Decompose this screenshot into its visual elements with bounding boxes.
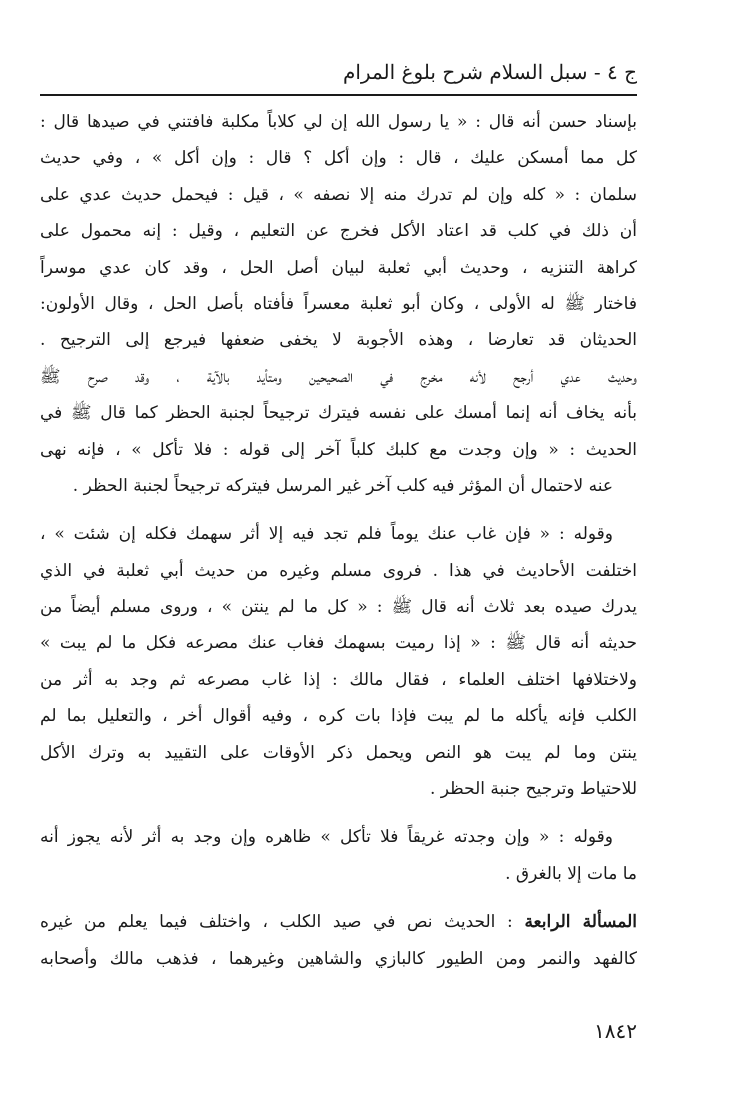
header-rule — [40, 94, 637, 96]
paragraph-gap — [40, 504, 637, 516]
paragraph-gap — [40, 807, 637, 819]
paragraph-2 — [40, 516, 637, 807]
paragraph-1 — [40, 104, 637, 504]
paragraph-3 — [40, 819, 637, 892]
text-line: الكلب فإنه يأكله ما لم يبت فإذا بات كره ، وفيه أقوال أخر ، والتعليل بما لم — [40, 706, 637, 727]
text-line: للاحتياط وترجيح جنبة الحظر . — [429, 779, 637, 800]
text-line: كل مما أمسكن عليك ، قال : وإن أكل ؟ قال : وإن أكل » ، وفي حديث — [40, 148, 637, 169]
text-line: كالفهد والنمر ومن الطيور كالبازي والشاهين وغيرهما ، فذهب مالك وأصحابه — [40, 948, 637, 969]
text-line: ولاختلافها اختلف العلماء ، فقال مالك : إذا غاب مصرعه ثم وجد به أثر من — [40, 669, 637, 690]
paragraph-4 — [40, 904, 637, 977]
page-number: ١٨٤٢ — [594, 1019, 637, 1043]
paragraph-gap — [40, 892, 637, 904]
text-line: اختلفت الأحاديث في هذا . فروى مسلم وغيره من حديث أبي ثعلبة في الذي — [40, 560, 637, 581]
text-segment: : الحديث نص في صيد الكلب ، واختلف فيما يعلم من غيره — [40, 912, 513, 933]
text-line: الحديث : « وإن وجدت مع كلبك كلباً آخر إلى قوله : فلا تأكل » ، فإنه نهى — [40, 439, 637, 460]
text-line: وقوله : « وإن وجدته غريقاً فلا تأكل » ظاهره وإن وجد به أثر لأنه يجوز أنه — [40, 827, 613, 848]
text-line: ما مات إلا بالغرق . — [505, 863, 637, 884]
text-line: حديثه أنه قال ﷺ : « إذا رميت بسهمك فغاب عنك مصرعه فكل ما لم يبت » — [40, 633, 637, 654]
section-heading: المسألة الرابعة — [524, 912, 637, 933]
text-line: أن ذلك في كلب قد اعتاد الأكل فخرج عن التعليم ، وقيل : إنه محمول على — [40, 221, 637, 242]
page-body — [40, 104, 637, 977]
text-line: كراهة التنزيه ، وحديث أبي ثعلبة لبيان أصل الحل ، وقد كان عدي موسراً — [40, 257, 637, 278]
running-title: ج ٤ - سبل السلام شرح بلوغ المرام — [342, 60, 637, 84]
text-line: سلمان : « كله وإن لم تدرك منه إلا نصفه » ، قيل : فيحمل حديث عدي على — [40, 184, 637, 205]
text-line — [40, 904, 637, 940]
text-line: وقوله : « فإن غاب عنك يوماً فلم تجد فيه إلا أثر سهمك فكله إن شئت » ، — [40, 524, 613, 545]
text-line: بأنه يخاف أنه إنما أمسك على نفسه فيترك ترجيحاً لجنبة الحظر كما قال ﷺ في — [40, 403, 637, 424]
running-header — [40, 52, 637, 92]
text-line: الحديثان قد تعارضا ، وهذه الأجوبة لا يخفى ضعفها فيرجع إلى الترجيح . — [40, 330, 637, 351]
text-line: يدرك صيده بعد ثلاث أنه قال ﷺ : « كل ما لم ينتن » ، وروى مسلم أيضاً من — [40, 597, 637, 618]
text-line: فاختار ﷺ له الأولى ، وكان أبو ثعلبة معسراً فأفتاه بأصل الحل ، وقال الأولون: — [40, 293, 637, 314]
text-line: عنه لاحتمال أن المؤثر فيه كلب آخر غير المرسل فيتركه ترجيحاً لجنبة الحظر . — [72, 475, 613, 496]
text-line: ينتن وما لم يبت هو النص ويحمل ذكر الأوقات على التقييد به وترك الأكل — [40, 742, 637, 763]
text-line: وحديث عدي أرجح لأنه مخرج في الصحيحين ومتأيد بالآية ، وقد صرح ﷺ — [40, 366, 637, 387]
text-line: بإسناد حسن أنه قال : « يا رسول الله إن لي كلاباً مكلبة فافتني في صيدها قال : — [40, 112, 637, 132]
